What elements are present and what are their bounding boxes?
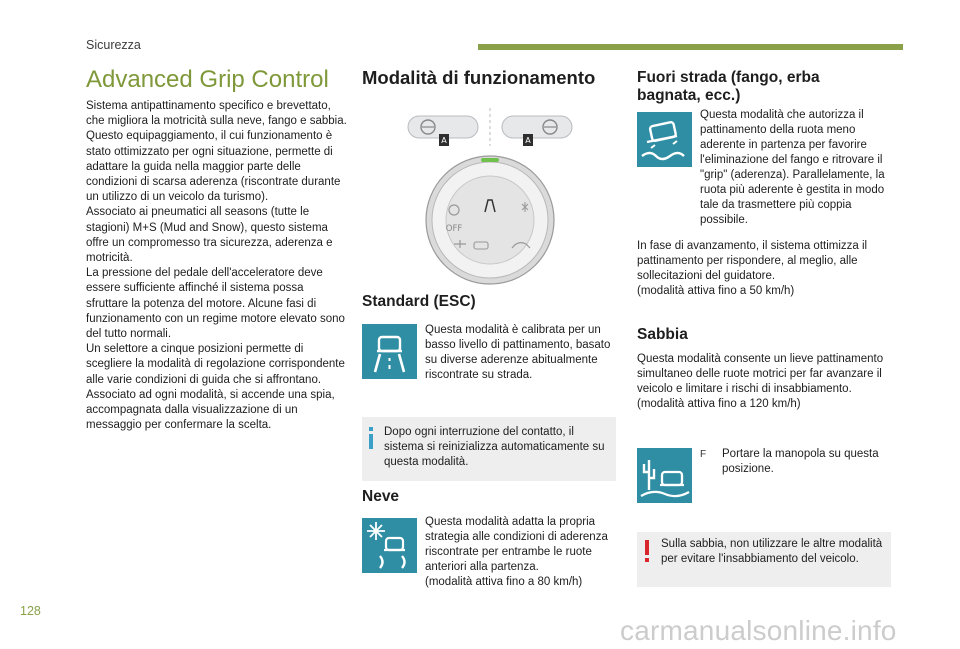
intro-paragraph: Associato ai pneumatici all seasons (tutte le stagioni) M+S (Mud and Snow), questo sistema offre un compromesso tra sicurezza, aderenza e motricità.: [86, 206, 333, 265]
section-label: Sicurezza: [86, 38, 141, 52]
info-note-text: Dopo ogni interruzione del contatto, il sistema si reinizializza automaticamente su questa modalità.: [384, 426, 605, 468]
intro-paragraph: Associato ad ogni modalità, si accende una spia, accompagnata dalla visualizzazione di un messaggio per confermare la scelta.: [86, 388, 335, 432]
snow-heading: Neve: [362, 488, 400, 505]
mode-selector-illustration: [400, 108, 580, 286]
snowflake-car-icon: [362, 518, 417, 573]
offroad-heading: Fuori strada (fango, erba bagnata, ecc.): [637, 69, 820, 104]
sand-description: Questa modalità consente un lieve pattinamento simultaneo delle ruote motrici per far avanzare il veicolo e limitare i rischi di insabbiamento.: [637, 353, 884, 395]
snow-description: Questa modalità adatta la propria strategia alle condizioni di aderenza riscontrate per entrambe le ruote anteriori alla partenza.: [425, 516, 608, 573]
offroad-text: Questa modalità che autorizza il pattinamento della ruota meno aderente in partenza per favorire l'eliminazione del fango e ritrovare il "grip" (aderenza). Parallelamente, la ruota più aderente è gestita in modo tale da trasmettere più coppia possibile.: [700, 109, 885, 226]
snow-speed-limit: (modalità attiva fino a 80 km/h): [425, 576, 583, 588]
road-car-icon: [362, 324, 417, 379]
sand-instruction-text: Portare la manopola su questa posizione.: [722, 448, 879, 475]
sand-speed-limit: (modalità attiva fino a 120 km/h): [637, 398, 801, 410]
warning-icon: [644, 540, 650, 562]
svg-text:A: A: [525, 136, 531, 145]
standard-text: Questa modalità è calibrata per un basso livello di pattinamento, basato su diverse aderenze abitualmente riscontrate su strada.: [425, 324, 611, 381]
offroad-speed-limit: (modalità attiva fino a 50 km/h): [637, 285, 795, 297]
intro-paragraph: Sistema antipattinamento specifico e brevettato, che migliora la motricità sulla neve, fango e sabbia.: [86, 100, 347, 128]
intro-paragraph: Questo equipaggiamento, il cui funzionamento è stato ottimizzato per ogni situazione, permette di adattare la guida nella maggior parte delle condizioni di scarsa aderenza (riscontrate durante un utilizzo di un veicolo da turismo).: [86, 130, 341, 204]
standard-heading: Standard (ESC): [362, 293, 476, 310]
offroad-text-2: [637, 239, 891, 299]
warning-note: [637, 532, 891, 587]
intro-paragraph: La pressione del pedale dell'acceleratore deve essere sufficiente affinché il sistema possa sfruttare la potenza del motore. Alcune fasi di funzionamento con un regime motore elevato sono del tutto normali.: [86, 267, 345, 341]
knob-off-label: OFF: [445, 224, 463, 234]
modes-heading: Modalità di funzionamento: [362, 67, 596, 88]
svg-text:A: A: [441, 136, 447, 145]
intro-paragraph: Un selettore a cinque posizioni permette di scegliere la modalità di regolazione corrispondente alle varie condizioni di guida che si affrontano.: [86, 343, 345, 386]
snow-text: [425, 515, 615, 590]
offroad-description: In fase di avanzamento, il sistema ottimizza il pattinamento per rispondere, al meglio, alle sollecitazioni del guidatore.: [637, 240, 868, 282]
sand-text: [637, 352, 891, 412]
header-rule: [478, 44, 903, 50]
info-icon: [368, 427, 374, 449]
warning-note-text: Sulla sabbia, non utilizzare le altre modalità per evitare l'insabbiamento del veicolo.: [661, 538, 883, 565]
page-title: Advanced Grip Control: [86, 66, 329, 93]
page-number: 128: [20, 604, 41, 618]
watermark: carmanualsonline.info: [620, 615, 897, 646]
sand-instruction: [700, 447, 890, 477]
bullet-symbol: F: [700, 449, 707, 460]
mud-car-icon: [637, 112, 692, 167]
info-note: [362, 417, 616, 481]
intro-text: [86, 99, 348, 433]
sand-heading: Sabbia: [637, 326, 688, 343]
cactus-car-icon: [637, 448, 692, 503]
